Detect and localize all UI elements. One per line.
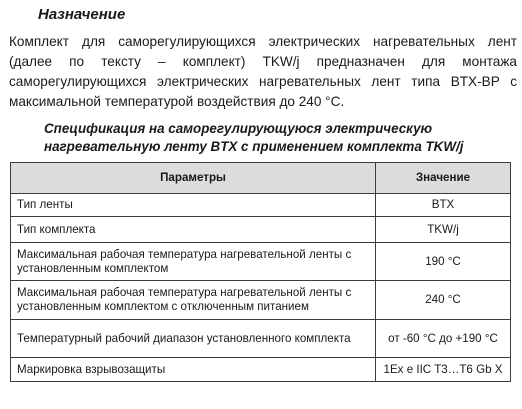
table-header-row	[11, 163, 511, 194]
table-row	[11, 358, 511, 382]
value-cell: 1Ex e IIC T3…T6 Gb X	[376, 358, 511, 382]
spec-table	[10, 162, 511, 382]
value-cell: 190 °C	[376, 243, 511, 281]
param-cell: Температурный рабочий диапазон установленного комплекта	[11, 320, 376, 358]
table-row	[11, 320, 511, 358]
table-row	[11, 194, 511, 217]
value-cell: TKW/j	[376, 217, 511, 243]
value-cell: от -60 °C до +190 °C	[376, 320, 511, 358]
header-params: Параметры	[11, 163, 376, 194]
table-row	[11, 281, 511, 320]
intro-paragraph: Комплект для саморегулирующихся электрических нагревательных лент (далее по тексту – комплект) TKW/j предназначен для монтажа саморегулирующихся электрических нагревательных лент типа BTX-BP с максимальной температурой воздействия до 240 °C.	[9, 34, 517, 109]
value-cell: 240 °C	[376, 281, 511, 320]
table-row	[11, 217, 511, 243]
param-cell: Максимальная рабочая температура нагревательной ленты с установленным комплектом	[11, 243, 376, 281]
param-cell: Тип ленты	[11, 194, 376, 217]
value-cell: BTX	[376, 194, 511, 217]
param-cell: Тип комплекта	[11, 217, 376, 243]
table-row	[11, 243, 511, 281]
header-value: Значение	[376, 163, 511, 194]
section-heading: Назначение	[38, 6, 126, 23]
param-cell: Маркировка взрывозащиты	[11, 358, 376, 382]
param-cell: Максимальная рабочая температура нагревательной ленты с установленным комплектом с отключенным питанием	[11, 281, 376, 320]
spec-title: Спецификация на саморегулирующуюся электрическую нагревательную ленту BTX с применением комплекта TKW/j	[44, 121, 464, 154]
